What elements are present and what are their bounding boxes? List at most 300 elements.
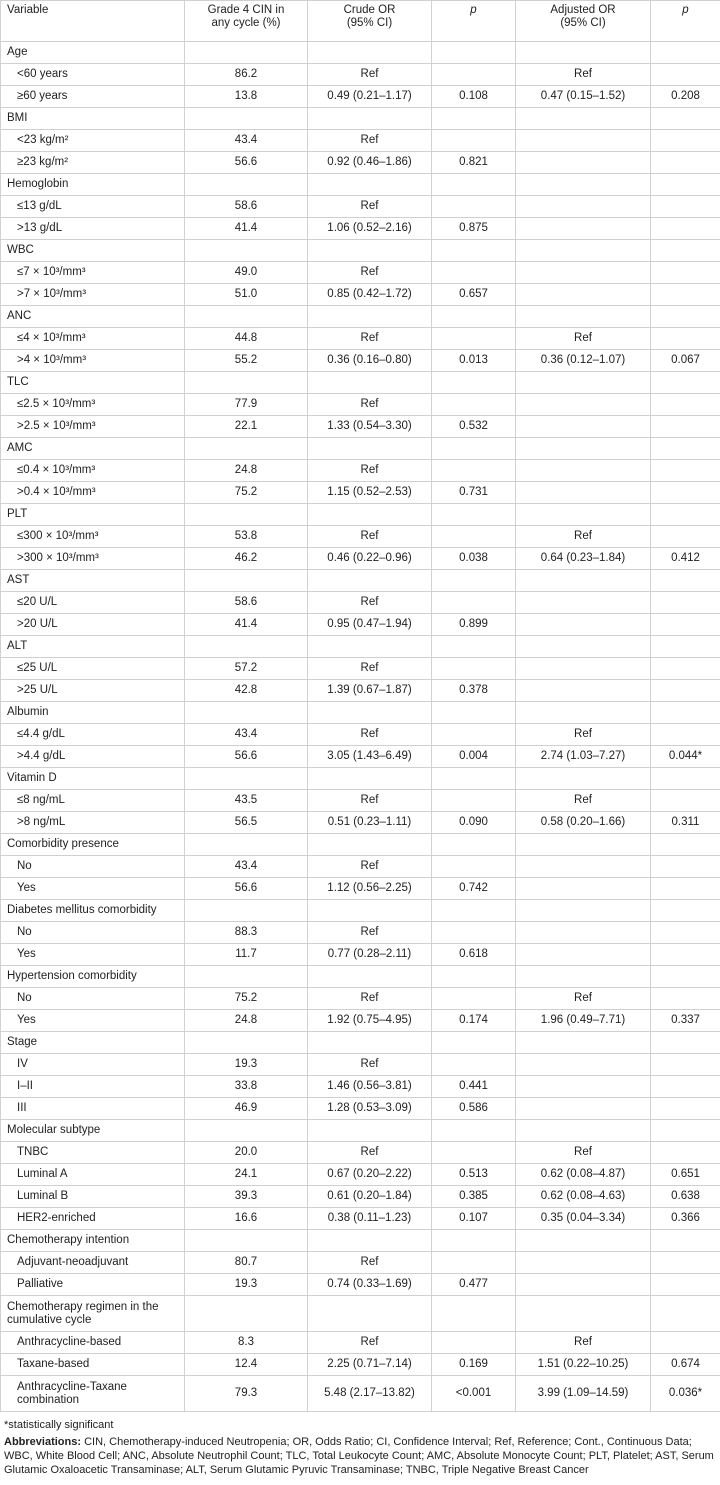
empty-cell [308,1296,432,1332]
group-row [1,108,720,130]
variable-cell: Chemotherapy regimen in the cumulative cycle [1,1296,185,1332]
crude-or-cell: 0.92 (0.46–1.86) [308,152,432,174]
table-row [1,1142,720,1164]
p-adjusted-cell: 0.337 [651,1010,720,1032]
table-row [1,856,720,878]
p-adjusted-cell: 0.044* [651,746,720,768]
empty-cell [308,438,432,460]
footnote: *statistically significant [4,1419,114,1431]
empty-cell [516,1120,651,1142]
abbreviations-label: Abbreviations: [4,1436,82,1448]
empty-cell [308,1032,432,1054]
empty-cell [185,438,308,460]
adjusted-or-cell: 0.47 (0.15–1.52) [516,86,651,108]
crude-or-cell: 0.36 (0.16–0.80) [308,350,432,372]
crude-or-cell: 0.61 (0.20–1.84) [308,1186,432,1208]
empty-cell [516,1230,651,1252]
adjusted-or-cell [516,394,651,416]
variable-cell: TNBC [1,1142,185,1164]
table-row [1,1376,720,1412]
header-grade4: Grade 4 CIN in any cycle (%) [185,1,308,42]
empty-cell [185,966,308,988]
empty-cell [308,504,432,526]
variable-cell: Age [1,42,185,64]
group-row [1,240,720,262]
adjusted-or-cell [516,856,651,878]
variable-cell: Chemotherapy intention [1,1230,185,1252]
empty-cell [432,702,516,724]
p-adjusted-cell [651,724,720,746]
empty-cell [185,702,308,724]
crude-or-cell: 1.06 (0.52–2.16) [308,218,432,240]
p-adjusted-cell [651,416,720,438]
table-row [1,1332,720,1354]
grade4-cell: 44.8 [185,328,308,350]
p-adjusted-cell: 0.208 [651,86,720,108]
empty-cell [308,702,432,724]
empty-cell [516,306,651,328]
empty-cell [432,504,516,526]
adjusted-or-cell [516,944,651,966]
p-crude-cell: 0.657 [432,284,516,306]
variable-cell: ≤20 U/L [1,592,185,614]
grade4-cell: 20.0 [185,1142,308,1164]
p-crude-cell: 0.731 [432,482,516,504]
grade4-cell: 24.1 [185,1164,308,1186]
empty-cell [651,108,720,130]
empty-cell [185,1120,308,1142]
group-row [1,834,720,856]
p-adjusted-cell [651,526,720,548]
table-row [1,460,720,482]
variable-cell: Vitamin D [1,768,185,790]
group-row [1,570,720,592]
empty-cell [308,768,432,790]
adjusted-or-cell: 0.36 (0.12–1.07) [516,350,651,372]
variable-cell: ≤4 × 10³/mm³ [1,328,185,350]
variable-cell: ≤13 g/dL [1,196,185,218]
p-adjusted-cell [651,658,720,680]
p-crude-cell: 0.174 [432,1010,516,1032]
p-adjusted-cell [651,152,720,174]
empty-cell [432,834,516,856]
p-adjusted-cell [651,1332,720,1354]
header-adjusted-or: Adjusted OR (95% CI) [516,1,651,42]
p-adjusted-cell [651,394,720,416]
p-adjusted-cell [651,856,720,878]
variable-cell: ALT [1,636,185,658]
empty-cell [651,570,720,592]
empty-cell [185,108,308,130]
table-row [1,1098,720,1120]
p-adjusted-cell [651,218,720,240]
adjusted-or-cell [516,262,651,284]
empty-cell [516,900,651,922]
grade4-cell: 58.6 [185,592,308,614]
variable-cell: Palliative [1,1274,185,1296]
p-adjusted-cell [651,196,720,218]
p-adjusted-cell [651,1274,720,1296]
empty-cell [432,1032,516,1054]
empty-cell [308,966,432,988]
grade4-cell: 16.6 [185,1208,308,1230]
table-row [1,922,720,944]
table-row [1,878,720,900]
empty-cell [432,1296,516,1332]
p-crude-cell [432,460,516,482]
empty-cell [516,108,651,130]
p-adjusted-cell [651,988,720,1010]
p-crude-cell: 0.107 [432,1208,516,1230]
adjusted-or-cell: Ref [516,1142,651,1164]
empty-cell [308,306,432,328]
empty-cell [651,240,720,262]
crude-or-cell: 1.15 (0.52–2.53) [308,482,432,504]
empty-cell [516,1032,651,1054]
empty-cell [185,1230,308,1252]
p-adjusted-cell [651,460,720,482]
empty-cell [516,966,651,988]
variable-cell: >300 × 10³/mm³ [1,548,185,570]
adjusted-or-cell [516,152,651,174]
group-row [1,438,720,460]
p-adjusted-cell [651,1098,720,1120]
crude-or-cell: Ref [308,64,432,86]
group-row [1,1032,720,1054]
empty-cell [432,636,516,658]
empty-cell [516,438,651,460]
grade4-cell: 51.0 [185,284,308,306]
grade4-cell: 24.8 [185,1010,308,1032]
adjusted-or-cell [516,1274,651,1296]
adjusted-or-cell: Ref [516,1332,651,1354]
crude-or-cell: 0.38 (0.11–1.23) [308,1208,432,1230]
p-crude-cell [432,526,516,548]
table-row [1,526,720,548]
variable-cell: ≥23 kg/m² [1,152,185,174]
adjusted-or-cell: 0.64 (0.23–1.84) [516,548,651,570]
variable-cell: >0.4 × 10³/mm³ [1,482,185,504]
grade4-cell: 33.8 [185,1076,308,1098]
empty-cell [651,900,720,922]
grade4-cell: 56.5 [185,812,308,834]
variable-cell: Diabetes mellitus comorbidity [1,900,185,922]
grade4-cell: 57.2 [185,658,308,680]
adjusted-or-cell [516,196,651,218]
p-crude-cell: 0.821 [432,152,516,174]
p-adjusted-cell: 0.651 [651,1164,720,1186]
empty-cell [432,1120,516,1142]
variable-cell: Luminal B [1,1186,185,1208]
empty-cell [308,42,432,64]
p-crude-cell [432,196,516,218]
adjusted-or-cell [516,1252,651,1274]
table-row [1,1076,720,1098]
p-adjusted-cell [651,130,720,152]
variable-cell: Molecular subtype [1,1120,185,1142]
empty-cell [185,42,308,64]
variable-cell: HER2-enriched [1,1208,185,1230]
p-adjusted-cell [651,1142,720,1164]
group-row [1,1230,720,1252]
grade4-cell: 43.4 [185,130,308,152]
variable-cell: Anthracycline-Taxane combination [1,1376,185,1412]
variable-cell: Albumin [1,702,185,724]
empty-cell [651,702,720,724]
variable-cell: Adjuvant-neoadjuvant [1,1252,185,1274]
grade4-cell: 19.3 [185,1054,308,1076]
grade4-cell: 86.2 [185,64,308,86]
p-crude-cell: 0.038 [432,548,516,570]
crude-or-cell: Ref [308,724,432,746]
table-row [1,328,720,350]
table-row [1,350,720,372]
crude-or-cell: 0.49 (0.21–1.17) [308,86,432,108]
grade4-cell: 39.3 [185,1186,308,1208]
grade4-cell: 46.9 [185,1098,308,1120]
variable-cell: Taxane-based [1,1354,185,1376]
table-row [1,86,720,108]
empty-cell [651,438,720,460]
grade4-cell: 46.2 [185,548,308,570]
adjusted-or-cell [516,416,651,438]
adjusted-or-cell [516,658,651,680]
crude-or-cell: Ref [308,394,432,416]
table-row [1,196,720,218]
p-crude-cell [432,328,516,350]
p-crude-cell: 0.441 [432,1076,516,1098]
adjusted-or-cell: 0.62 (0.08–4.87) [516,1164,651,1186]
crude-or-cell: Ref [308,856,432,878]
empty-cell [185,834,308,856]
p-crude-cell [432,790,516,812]
table-row [1,1354,720,1376]
adjusted-or-cell [516,1076,651,1098]
crude-or-cell: 0.77 (0.28–2.11) [308,944,432,966]
adjusted-or-cell [516,1054,651,1076]
variable-cell: ≤4.4 g/dL [1,724,185,746]
variable-cell: Anthracycline-based [1,1332,185,1354]
table-row [1,944,720,966]
empty-cell [516,1296,651,1332]
adjusted-or-cell: Ref [516,526,651,548]
adjusted-or-cell: Ref [516,724,651,746]
table-row [1,746,720,768]
empty-cell [185,900,308,922]
p-adjusted-cell: 0.412 [651,548,720,570]
group-row [1,372,720,394]
empty-cell [185,768,308,790]
empty-cell [651,1296,720,1332]
empty-cell [651,372,720,394]
empty-cell [432,174,516,196]
p-adjusted-cell [651,944,720,966]
variable-cell: AST [1,570,185,592]
empty-cell [308,372,432,394]
variable-cell: Hemoglobin [1,174,185,196]
variable-cell: >8 ng/mL [1,812,185,834]
table-row [1,284,720,306]
variable-cell: >4 × 10³/mm³ [1,350,185,372]
p-adjusted-cell [651,790,720,812]
empty-cell [516,636,651,658]
empty-cell [308,900,432,922]
p-crude-cell [432,130,516,152]
p-crude-cell [432,1142,516,1164]
variable-cell: >20 U/L [1,614,185,636]
variable-cell: ≤300 × 10³/mm³ [1,526,185,548]
adjusted-or-cell: 0.62 (0.08–4.63) [516,1186,651,1208]
grade4-cell: 79.3 [185,1376,308,1412]
adjusted-or-cell: 0.35 (0.04–3.34) [516,1208,651,1230]
variable-cell: I–II [1,1076,185,1098]
group-row [1,42,720,64]
empty-cell [516,42,651,64]
empty-cell [432,42,516,64]
variable-cell: TLC [1,372,185,394]
empty-cell [651,504,720,526]
variable-cell: Hypertension comorbidity [1,966,185,988]
empty-cell [308,174,432,196]
crude-or-cell: Ref [308,130,432,152]
grade4-cell: 77.9 [185,394,308,416]
p-crude-cell [432,658,516,680]
table-row [1,1186,720,1208]
p-crude-cell: 0.090 [432,812,516,834]
empty-cell [308,570,432,592]
variable-cell: AMC [1,438,185,460]
p-crude-cell: 0.875 [432,218,516,240]
crude-or-cell: 1.12 (0.56–2.25) [308,878,432,900]
crude-or-cell: 1.39 (0.67–1.87) [308,680,432,702]
empty-cell [308,1120,432,1142]
crude-or-cell: Ref [308,988,432,1010]
empty-cell [516,174,651,196]
crude-or-cell: Ref [308,196,432,218]
table-row [1,394,720,416]
variable-cell: <60 years [1,64,185,86]
empty-cell [516,504,651,526]
crude-or-cell: Ref [308,1332,432,1354]
p-crude-cell: 0.532 [432,416,516,438]
empty-cell [185,306,308,328]
adjusted-or-cell [516,922,651,944]
crude-or-cell: 3.05 (1.43–6.49) [308,746,432,768]
adjusted-or-cell: Ref [516,328,651,350]
adjusted-or-cell: 3.99 (1.09–14.59) [516,1376,651,1412]
grade4-cell: 56.6 [185,878,308,900]
variable-cell: ≤8 ng/mL [1,790,185,812]
empty-cell [516,768,651,790]
p-crude-cell [432,724,516,746]
empty-cell [651,1230,720,1252]
p-crude-cell: 0.013 [432,350,516,372]
p-adjusted-cell: 0.311 [651,812,720,834]
empty-cell [308,108,432,130]
variable-cell: ≥60 years [1,86,185,108]
table-body [1,42,720,1412]
table-notes [4,1418,716,1477]
p-crude-cell: 0.513 [432,1164,516,1186]
p-adjusted-cell: 0.674 [651,1354,720,1376]
crude-or-cell: 2.25 (0.71–7.14) [308,1354,432,1376]
header-variable: Variable [1,1,185,42]
empty-cell [185,1032,308,1054]
group-row [1,306,720,328]
header-p-adjusted: p [651,1,720,42]
empty-cell [516,702,651,724]
crude-or-cell: Ref [308,658,432,680]
adjusted-or-cell: 2.74 (1.03–7.27) [516,746,651,768]
empty-cell [185,570,308,592]
table-row [1,658,720,680]
adjusted-or-cell: 0.58 (0.20–1.66) [516,812,651,834]
group-row [1,768,720,790]
empty-cell [432,570,516,592]
p-crude-cell: 0.477 [432,1274,516,1296]
p-crude-cell [432,856,516,878]
crude-or-cell: 0.46 (0.22–0.96) [308,548,432,570]
grade4-cell: 43.5 [185,790,308,812]
p-adjusted-cell [651,1054,720,1076]
grade4-cell: 8.3 [185,1332,308,1354]
empty-cell [516,570,651,592]
header-crude-or: Crude OR (95% CI) [308,1,432,42]
empty-cell [432,240,516,262]
group-row [1,636,720,658]
p-adjusted-cell [651,64,720,86]
p-crude-cell: 0.169 [432,1354,516,1376]
adjusted-or-cell [516,218,651,240]
p-crude-cell: <0.001 [432,1376,516,1412]
empty-cell [651,306,720,328]
p-adjusted-cell: 0.036* [651,1376,720,1412]
table-row [1,1252,720,1274]
grade4-cell: 58.6 [185,196,308,218]
p-crude-cell: 0.618 [432,944,516,966]
grade4-cell: 80.7 [185,1252,308,1274]
grade4-cell: 75.2 [185,988,308,1010]
table-row [1,988,720,1010]
p-crude-cell [432,394,516,416]
adjusted-or-cell [516,614,651,636]
group-row [1,504,720,526]
crude-or-cell: Ref [308,1142,432,1164]
crude-or-cell: Ref [308,1252,432,1274]
p-adjusted-cell [651,680,720,702]
p-adjusted-cell [651,482,720,504]
variable-cell: >4.4 g/dL [1,746,185,768]
empty-cell [651,834,720,856]
empty-cell [432,438,516,460]
empty-cell [432,108,516,130]
table-row [1,812,720,834]
empty-cell [185,504,308,526]
variable-cell: Comorbidity presence [1,834,185,856]
grade4-cell: 24.8 [185,460,308,482]
adjusted-or-cell [516,1098,651,1120]
table-row [1,1208,720,1230]
p-adjusted-cell: 0.067 [651,350,720,372]
grade4-cell: 19.3 [185,1274,308,1296]
table-row [1,130,720,152]
abbreviations-text: CIN, Chemotherapy-induced Neutropenia; OR, Odds Ratio; CI, Confidence Interval; Ref, Reference; Cont., Continuous Data; WBC, White Blood Cell; ANC, Absolute Neutrophil Count; TLC, Total Leukocyte Count; AMC, Absolute Monocyte Count; PLT, Platelet; AST, Serum Glutamic Oxaloacetic Transaminase; ALT, Serum Glutamic Pyruvic Transaminase; TNBC, Triple Negative Breast Cancer [4,1436,714,1476]
crude-or-cell: Ref [308,922,432,944]
group-row [1,966,720,988]
table-row [1,218,720,240]
table-row [1,64,720,86]
empty-cell [651,966,720,988]
